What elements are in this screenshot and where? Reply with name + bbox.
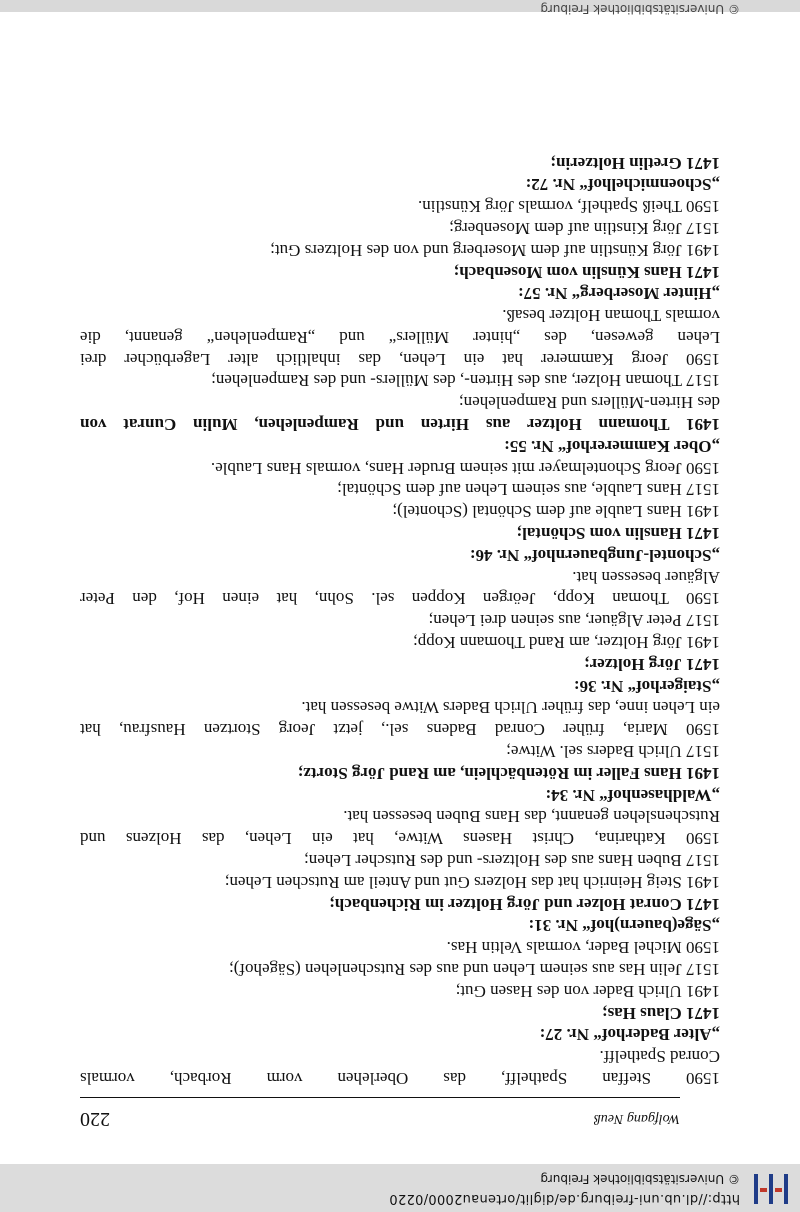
body-text <box>80 152 720 1089</box>
source-url[interactable]: http://dl.ub.uni-freiburg.de/diglit/ortenau2000/0220 <box>389 1191 740 1206</box>
text-line: 1517 Thoman Holzer, aus des Hirten-, des Müllers- und des Rampenlehen; <box>211 371 720 391</box>
author-name: Wolfgang Neuß <box>593 1111 680 1126</box>
text-line: Algäuer besessen hat. <box>572 567 720 587</box>
text-line: 1590 Maria, früher Conrad Badens sel., jetzt Jeorg Stortzen Hausfrau, hat <box>80 720 720 740</box>
document-page <box>0 12 800 1164</box>
farm-heading: „Schoenmichelhof“ Nr. 72: <box>525 175 720 195</box>
text-line: 1590 Thoman Kopp, Jeörgen Koppen sel. Sohn, hat einen Hof, den Peter <box>80 589 720 609</box>
farm-heading: „Hinter Moserberg“ Nr. 57: <box>517 284 720 304</box>
text-line: 1471 Jörg Holtzer; <box>584 654 720 674</box>
text-line: 1491 Thomann Holtzer aus Hirten und Rampenlehen, Mulin Cunrat von <box>80 415 720 435</box>
text-line: 1491 Ulrich Bader von des Hasen Gut; <box>455 981 720 1001</box>
text-line: 1471 Gretlin Holtzerin; <box>550 153 720 173</box>
text-line: 1590 Theiß Spathelf, vormals Jörg Künstlin. <box>417 197 720 217</box>
text-line: 1491 Hans Faller im Rötenbächlein, am Rand Jörg Stortz; <box>297 763 720 783</box>
text-line: 1471 Conrat Holzer und Jörg Holtzer im Richenbach; <box>329 894 720 914</box>
text-line: 1590 Jeorg Schontelmayer mit seinem Bruder Hans, vormals Hans Lauble. <box>210 458 720 478</box>
text-line: 1491 Steig Heinrich hat das Holzers Gut und Anteil am Rutschen Lehen; <box>224 872 720 892</box>
text-line: 1517 Jörg Kinstlin auf dem Mosenberg; <box>449 218 720 238</box>
farm-heading: „Schontel-Jungbauernhof“ Nr. 46: <box>469 545 720 565</box>
copyright-notice-bottom: © Universitätsbibliothek Freiburg <box>540 2 740 16</box>
text-line: 1471 Hanslin vom Schöntal; <box>516 524 720 544</box>
text-line: 1517 Peter Algäuer, aus seinen drei Lehen; <box>428 611 720 631</box>
text-line: vormals Thoman Holtzer besaß. <box>502 306 720 326</box>
text-line: des Hirten-Müllers und Rampenlehen; <box>458 393 720 413</box>
farm-heading: „Ober Kammererhof“ Nr. 55: <box>504 436 720 456</box>
text-line: 1491 Hans Lauble auf dem Schöntal (Schontel); <box>392 502 720 522</box>
viewer-header <box>0 1163 800 1212</box>
text-line: 1471 Hans Künslin vom Mosenbach; <box>453 262 720 282</box>
text-line: 1491 Jörg Künstlin auf dem Moserberg und von des Holtzers Gut; <box>270 240 720 260</box>
copyright-notice: © Universitätsbibliothek Freiburg <box>540 1172 740 1186</box>
text-line: 1471 Claus Has; <box>601 1003 720 1023</box>
farm-heading: „Säge(bauern)hof“ Nr. 31: <box>528 916 720 936</box>
text-line: Conrad Spathelff. <box>599 1047 720 1067</box>
text-line: 1517 Ulrich Baders sel. Witwe; <box>506 742 720 762</box>
text-line: Lehen gewesen, des „hinter Müllers“ und „Rampenlehen“ genannt, die <box>80 327 720 347</box>
text-line: 1517 Jelin Has aus seinem Lehen und aus des Rutschenlehen (Sägehof); <box>229 960 720 980</box>
running-header <box>80 1097 680 1130</box>
university-logo-icon <box>754 1174 788 1204</box>
farm-heading: „Staigerhof“ Nr. 36: <box>573 676 720 696</box>
text-line: 1517 Buben Hans aus des Holtzers- und des Rutscher Lehen; <box>304 851 720 871</box>
farm-heading: „Waldhasenhof“ Nr. 34: <box>545 785 720 805</box>
text-line: 1590 Michel Bader, vormals Veltin Has. <box>446 938 720 958</box>
viewer-footer <box>0 0 800 16</box>
text-line: 1491 Jörg Holtzer, am Rand Thomann Kopp; <box>412 633 720 653</box>
farm-heading: „Alter Baderhof“ Nr. 27: <box>539 1025 720 1045</box>
text-line: Rutschenslehen genannt, das Hans Buben besessen hat. <box>343 807 720 827</box>
page-number: 220 <box>80 1108 110 1130</box>
text-line: 1590 Katharina, Christ Hasens Witwe, hat ein Lehen, das Holzens und <box>80 829 720 849</box>
text-line: ein Lehen inne, das früher Ulrich Baders Witwe besessen hat. <box>301 698 720 718</box>
text-line: 1590 Steffan Spathelff, das Oberlehen vorm Rorbach, vormals <box>80 1069 720 1088</box>
text-line: 1590 Jeorg Kammerer hat ein Lehen, das inhaltlich alter Lagerbücher drei <box>80 349 720 369</box>
text-line: 1517 Hans Laublе, aus seinem Lehen auf dem Schöntal; <box>337 480 720 500</box>
